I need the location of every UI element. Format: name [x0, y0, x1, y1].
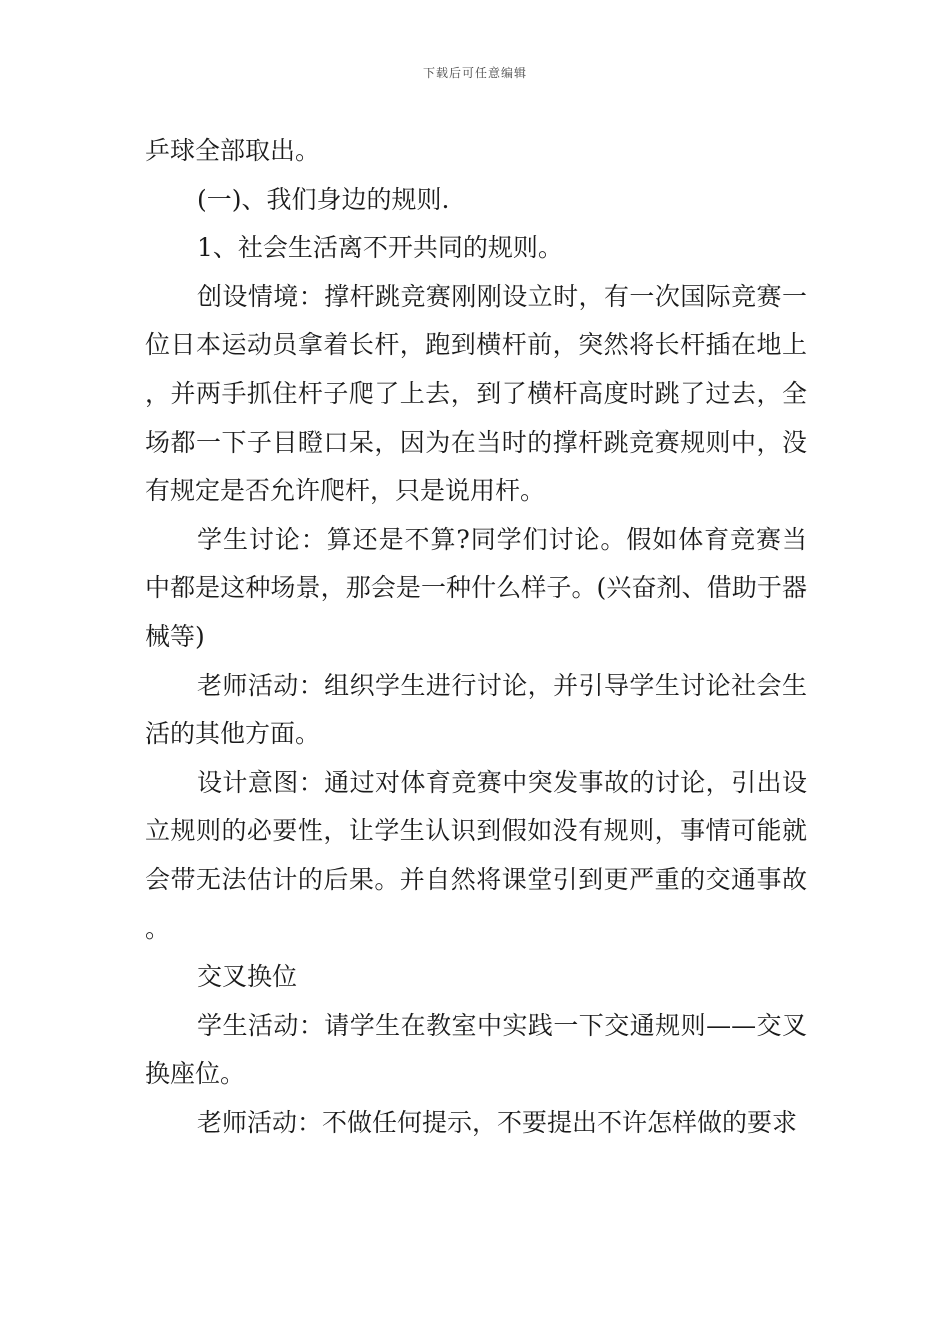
paragraph: 老师活动：组织学生进行讨论，并引导学生讨论社会生活的其他方面。 [145, 670, 807, 749]
section-heading: (一)、我们身边的规则. [197, 184, 450, 214]
paragraph: 设计意图：通过对体育竞赛中突发事故的讨论，引出设立规则的必要性，让学生认识到假如没有规则，事情可能就会带无法估计的后果。并自然将课堂引到更严重的交通事故。 [145, 767, 807, 943]
paragraph: 学生活动：请学生在教室中实践一下交通规则——交叉换座位。 [145, 1010, 807, 1089]
document-body [145, 127, 807, 1147]
paragraph: 交叉换位 [197, 962, 298, 992]
subsection-heading: 1、社会生活离不开共同的规则。 [197, 233, 563, 263]
paragraph: 创设情境：撑杆跳竞赛刚刚设立时，有一次国际竞赛一位日本运动员拿着长杆，跑到横杆前，突然将长杆插在地上，并两手抓住杆子爬了上去，到了横杆高度时跳了过去，全场都一下子目瞪口呆，因为在当时的撑杆跳竞赛规则中，没有规定是否允许爬杆，只是说用杆。 [145, 281, 807, 506]
paragraph: 老师活动：不做任何提示，不要提出不许怎样做的要求 [197, 1107, 798, 1137]
page-header-note: 下载后可任意编辑 [422, 66, 527, 80]
paragraph: 乒球全部取出。 [145, 136, 321, 165]
paragraph: 学生讨论：算还是不算?同学们讨论。假如体育竞赛当中都是这种场景，那会是一种什么样子。(兴奋剂、借助于器械等) [145, 524, 807, 651]
